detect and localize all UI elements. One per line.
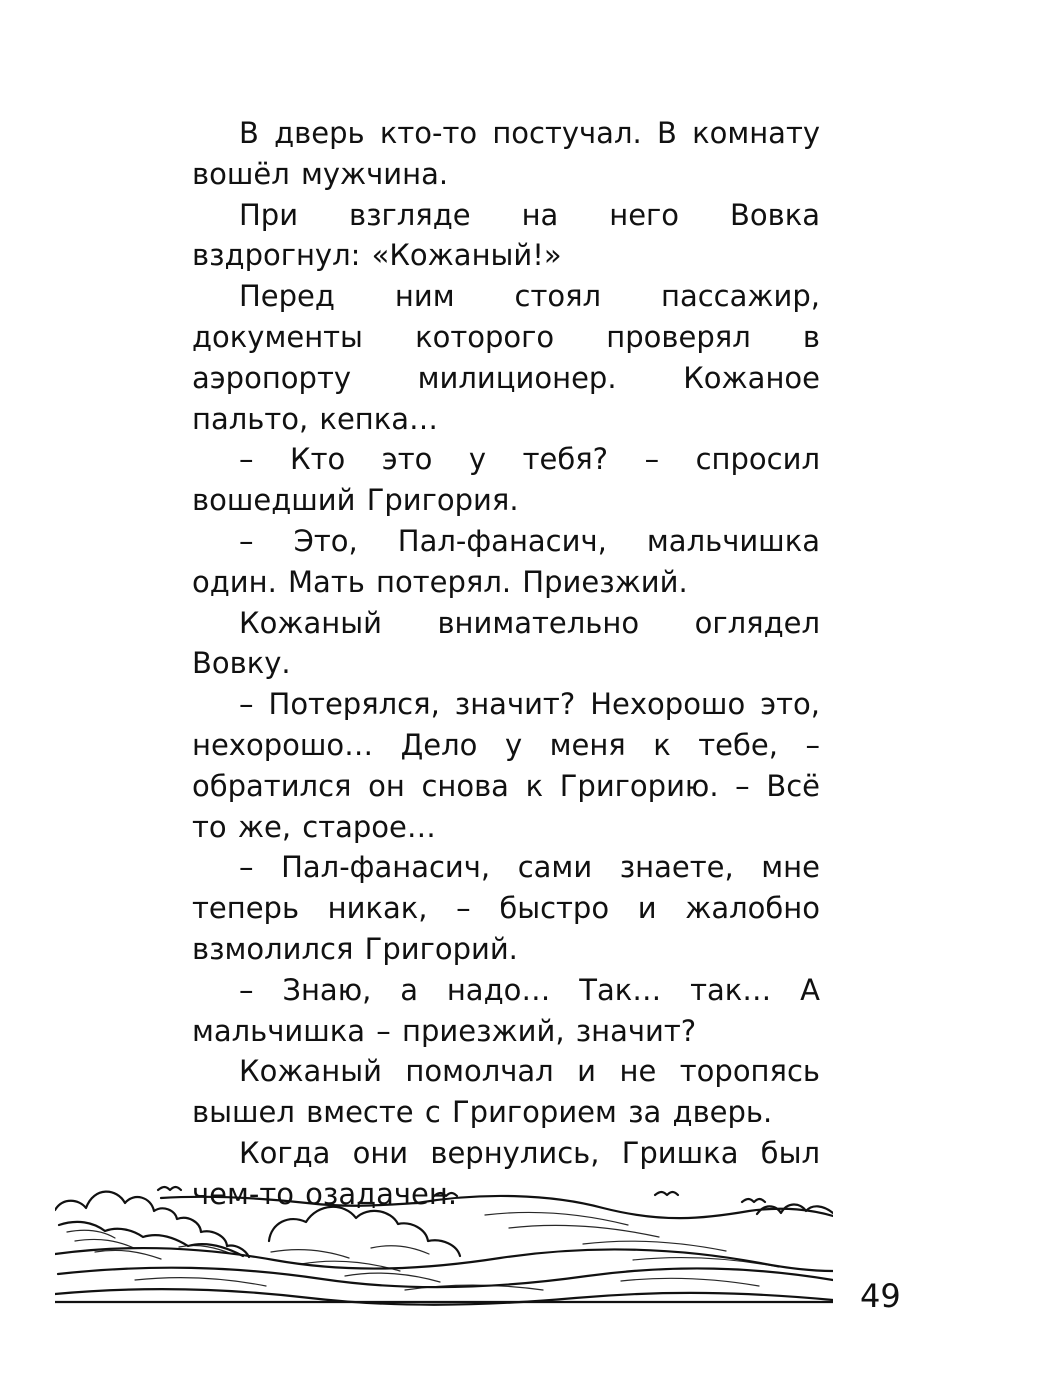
paragraph-2: При взгляде на него Вовка вздрогнул: «Кожаный!» (192, 197, 820, 273)
paragraph-9: – Знаю, а надо… Так… так… А мальчишка – приезжий, значит? (192, 972, 820, 1048)
bird-4 (742, 1199, 765, 1202)
paragraph-3: Перед ним стоял пассажир, документы которого проверял в аэропорту милиционер. Кожаное пальто, кепка… (192, 279, 820, 436)
paragraph-10: Кожаный помолчал и не торопясь вышел вместе с Григорием за дверь. (192, 1054, 820, 1130)
paragraph-6: Кожаный внимательно оглядел Вовку. (192, 605, 820, 681)
paragraph-5: – Это, Пал-фанасич, мальчишка один. Мать потерял. Приезжий. (192, 523, 820, 599)
page-number: 49 (860, 1277, 901, 1315)
paragraph-4: – Кто это у тебя? – спросил вошедший Григория. (192, 442, 820, 518)
middle-cloud-outline (269, 1207, 460, 1256)
landscape-illustration (55, 1180, 833, 1310)
story-text (192, 113, 820, 1215)
bird-1 (158, 1187, 181, 1190)
bird-2 (434, 1193, 457, 1196)
bird-3 (655, 1192, 678, 1195)
paragraph-11: Когда они вернулись, Гришка был чем-то озадачен. (192, 1135, 820, 1211)
distant-horizon-line (161, 1197, 417, 1206)
paragraph-7: – Потерялся, значит? Нехорошо это, нехорошо… Дело у меня к тебе, – обратился он снова к Григорию. – Всё то же, старое… (192, 687, 820, 844)
paragraph-1: В дверь кто-то постучал. В комнату вошёл мужчина. (192, 116, 820, 191)
paragraph-8: – Пал-фанасич, сами знаете, мне теперь никак, – быстро и жалобно взмолился Григорий. (192, 850, 820, 966)
